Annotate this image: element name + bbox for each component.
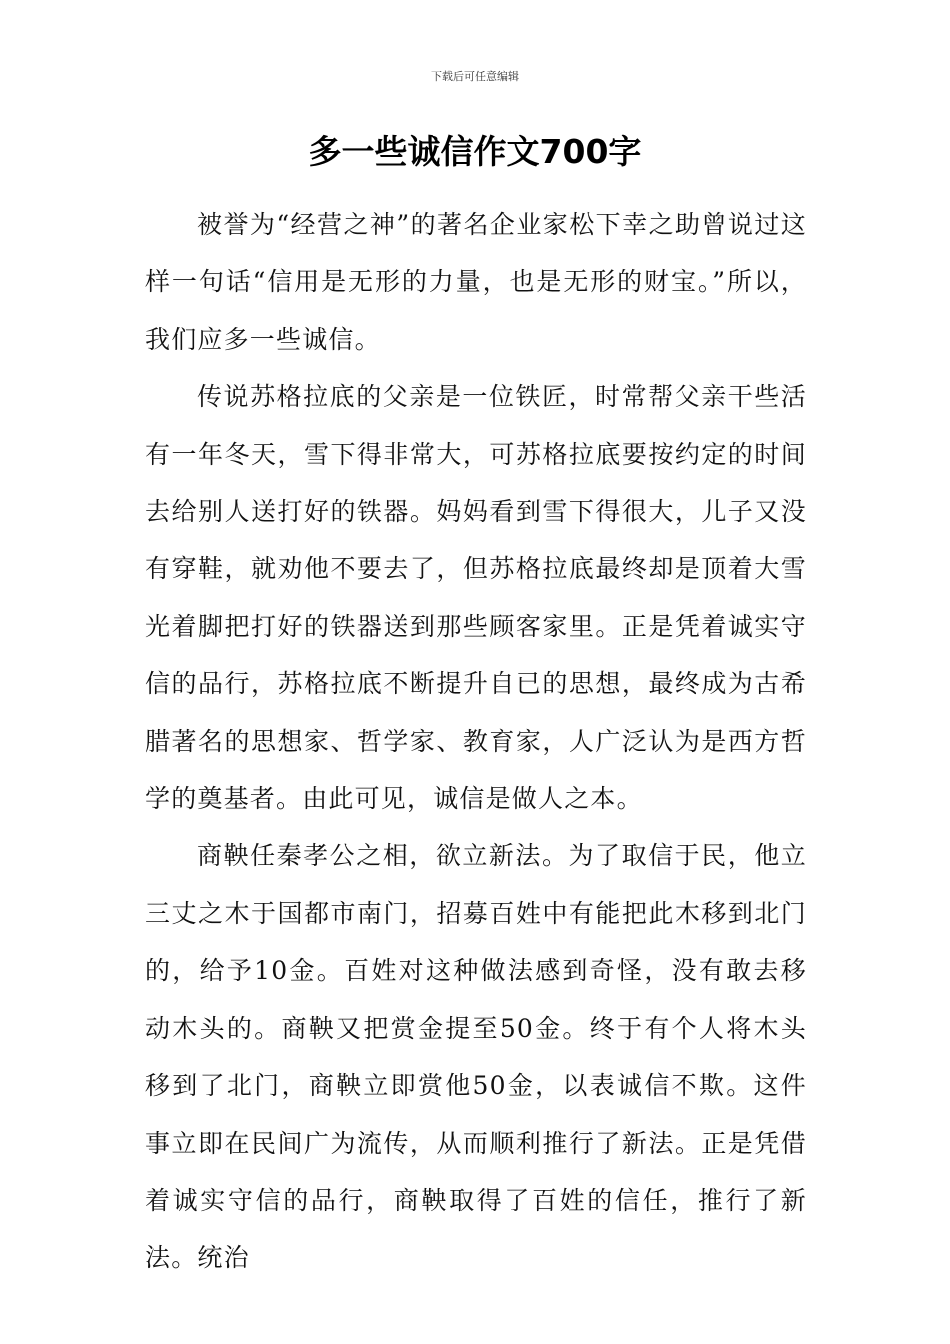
essay-body <box>145 196 807 1287</box>
paragraph-3: 商鞅任秦孝公之相，欲立新法。为了取信于民，他立三丈之木于国都市南门，招募百姓中有能把此木移到北门的，给予10金。百姓对这种做法感到奇怪，没有敢去移动木头的。商鞅又把赏金提至50金。终于有个人将木头移到了北门，商鞅立即赏他50金，以表诚信不欺。这件事立即在民间广为流传，从而顺利推行了新法。正是凭借着诚实守信的品行，商鞅取得了百姓的信任，推行了新法。统治 <box>145 841 807 1273</box>
paragraph-1: 被誉为“经营之神”的著名企业家松下幸之助曾说过这样一句话“信用是无形的力量，也是无形的财宝。”所以，我们应多一些诚信。 <box>145 210 807 354</box>
paragraph-2: 传说苏格拉底的父亲是一位铁匠，时常帮父亲干些活有一年冬天，雪下得非常大，可苏格拉底要按约定的时间去给别人送打好的铁器。妈妈看到雪下得很大，儿子又没有穿鞋，就劝他不要去了，但苏格拉底最终却是顶着大雪光着脚把打好的铁器送到那些顾客家里。正是凭着诚实守信的品行，苏格拉底不断提升自已的思想，最终成为古希腊著名的思想家、哲学家、教育家，人广泛认为是西方哲学的奠基者。由此可见，诚信是做人之本。 <box>145 382 807 814</box>
page-title: 多一些诚信作文700字 <box>308 132 642 171</box>
header-note: 下载后可任意编辑 <box>431 70 519 83</box>
